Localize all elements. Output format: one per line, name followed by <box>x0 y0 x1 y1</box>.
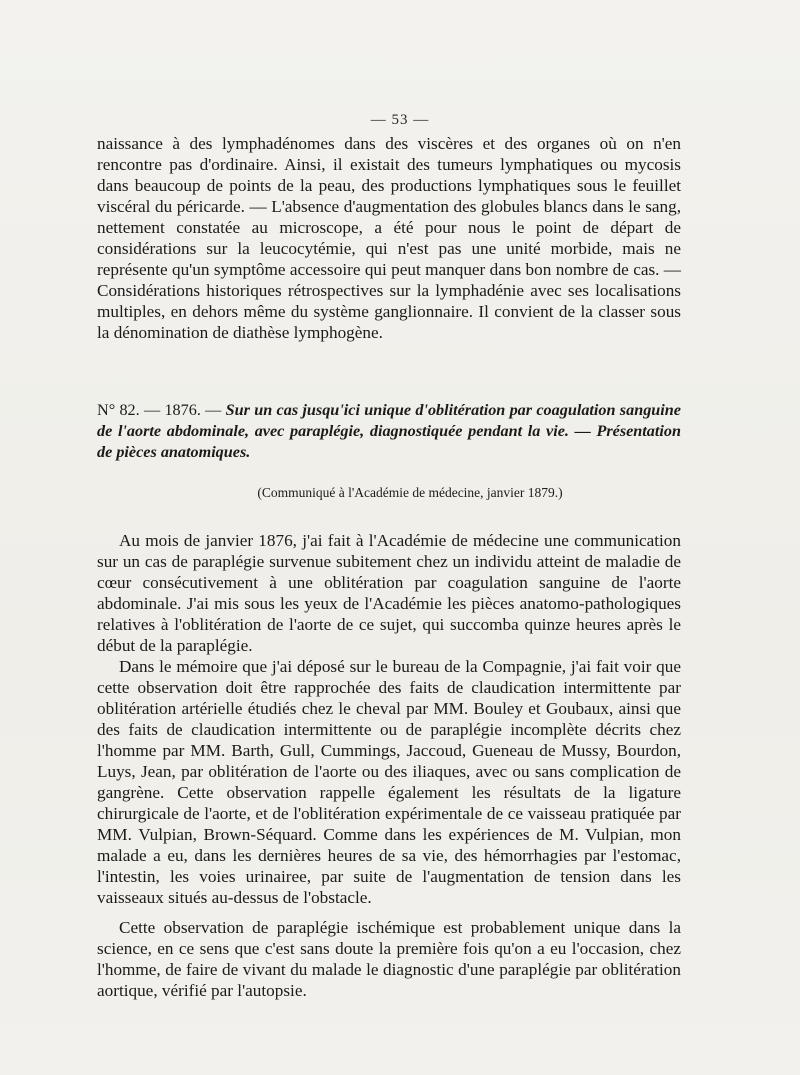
entry-title: Sur un cas jusqu'ici unique d'oblitération par coagulation sanguine de l'aorte abdominale, avec paraplégie, diagnostiquée pendant la vie. — Présentation de pièces anatomiques. <box>97 401 681 461</box>
entry-number: N° 82. — 1876. — <box>97 401 222 419</box>
paragraph-body-3: Cette observation de paraplégie ischémique est probablement unique dans la science, en ce sens que c'est sans doute la première fois qu'on a eu l'occasion, chez l'homme, de faire de vivant du malade le diagnostic d'une paraplégie par oblitération aortique, vérifié par l'autopsie. <box>97 918 681 1000</box>
page-number: — 53 — <box>370 112 430 128</box>
bibliography-entry <box>97 400 681 463</box>
paragraph-body-2: Dans le mémoire que j'ai déposé sur le bureau de la Compagnie, j'ai fait voir que cette observation doit être rapprochée des faits de claudication intermittente par oblitération artérielle étudiés chez le cheval par MM. Bouley et Goubaux, ainsi que des faits de claudication intermittente ou de paraplégie incomplète décrits chez l'homme par MM. Barth, Gull, Cummings, Jaccoud, Gueneau de Mussy, Bourdon, Luys, Jean, par oblitération de l'aorte ou des iliaques, avec ou sans complication de gangrène. Cette observation rappelle également les résultats de la ligature chirurgicale de l'aorte, et de l'oblitération expérimentale de ce vaisseau pratiquée par MM. Vulpian, Brown-Séquard. Comme dans les expériences de M. Vulpian, mon malade a eu, dans les dernières heures de sa vie, des hémorrhagies par l'estomac, l'intestin, les voies urinairee, par suite de l'augmentation de tension dans les vaisseaux situés au-dessus de l'obstacle. <box>97 657 681 907</box>
communique-note: (Communiqué à l'Académie de médecine, janvier 1879.) <box>257 485 563 500</box>
paragraph-intro: naissance à des lymphadénomes dans des viscères et des organes où on n'en rencontre pas d'ordinaire. Ainsi, il existait des tumeurs lymphatiques ou mycosis dans beaucoup de points de la peau, des productions lymphatiques sous le feuillet viscéral du péricarde. — L'absence d'augmentation des globules blancs dans le sang, nettement constatée au microscope, a été pour nous le point de départ de considérations sur la leucocytémie, qui n'est pas une unité morbide, mais ne représente qu'un symptôme accessoire qui peut manquer dans bon nombre de cas. — Considérations historiques rétrospectives sur la lymphadénie avec ses localisations multiples, en dehors même du système ganglionnaire. Il convient de la classer sous la dénomination de diathèse lymphogène. <box>97 134 681 342</box>
paragraph-body-1: Au mois de janvier 1876, j'ai fait à l'Académie de médecine une communication sur un cas de paraplégie survenue subitement chez un individu atteint de maladie de cœur consécutivement à une oblitération par coagulation sanguine de l'aorte abdominale. J'ai mis sous les yeux de l'Académie les pièces anatomo-pathologiques relatives à l'oblitération de l'aorte de ce sujet, qui succomba quinze heures après le début de la paraplégie. <box>97 531 681 655</box>
